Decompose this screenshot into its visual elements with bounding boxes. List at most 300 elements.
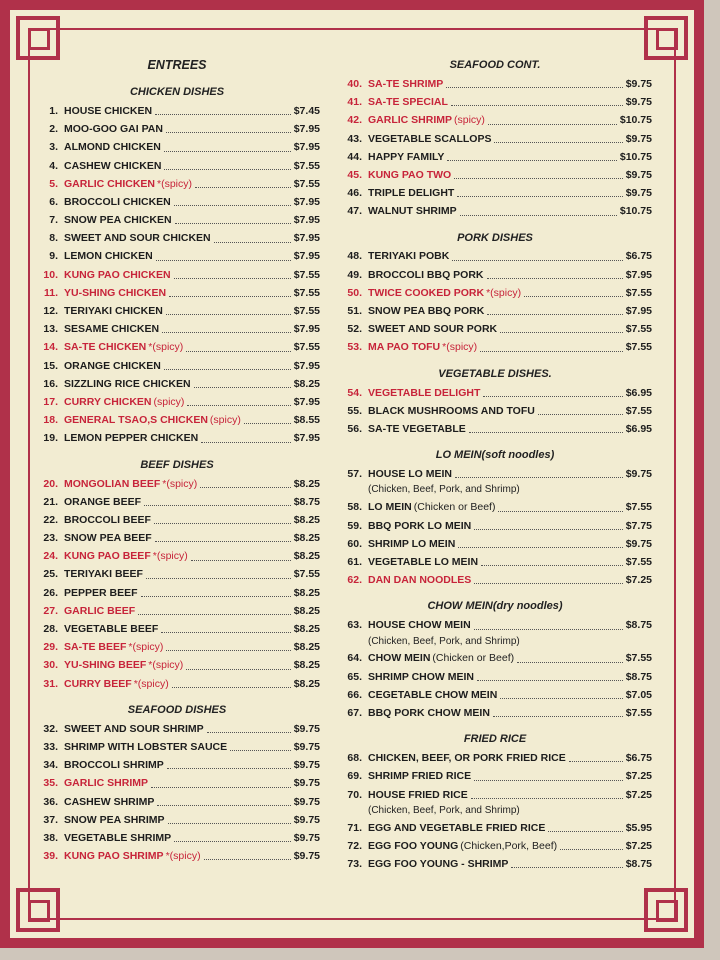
item-name: HOUSE LO MEIN — [368, 468, 453, 481]
item-number: 22. — [43, 513, 58, 526]
menu-item — [338, 384, 652, 402]
item-price: $9.75 — [293, 831, 320, 844]
item-name: HOUSE CHOW MEIN — [368, 619, 471, 632]
item-name: VEGETABLE SCALLOPS — [368, 132, 492, 145]
item-price: $7.25 — [625, 770, 652, 783]
menu-item — [338, 202, 652, 220]
dot-leader — [174, 841, 291, 842]
dot-leader — [481, 565, 623, 566]
item-name: SA-TE BEEF — [64, 641, 127, 654]
menu-item — [338, 571, 652, 589]
section-gap — [34, 75, 320, 83]
menu-item — [34, 656, 320, 674]
dot-leader — [166, 314, 291, 315]
item-name: SWEET AND SOUR PORK — [368, 323, 498, 336]
item-number: 24. — [43, 550, 58, 563]
item-number: 15. — [43, 359, 58, 372]
item-name: DAN DAN NOODLES — [368, 574, 472, 587]
item-price: $7.55 — [625, 555, 652, 568]
dot-leader — [460, 215, 617, 216]
item-number: 5. — [49, 177, 58, 190]
menu-item — [338, 302, 652, 320]
item-price: $7.95 — [293, 214, 320, 227]
dot-leader — [172, 687, 291, 688]
dot-leader — [474, 780, 623, 781]
item-price: $9.75 — [625, 96, 652, 109]
section-gap — [338, 722, 652, 730]
section-heading: BEEF DISHES — [140, 458, 214, 471]
item-name: HOUSE CHICKEN — [64, 104, 153, 117]
item-name: LEMON CHICKEN — [64, 250, 153, 263]
item-name: ORANGE BEEF — [64, 495, 142, 508]
dot-leader — [230, 750, 291, 751]
item-name: BROCCOLI CHICKEN — [64, 195, 171, 208]
item-number: 37. — [43, 813, 58, 826]
dot-leader — [493, 716, 623, 717]
item-name: CASHEW CHICKEN — [64, 159, 162, 172]
item-subtitle: (Chicken, Beef, Pork, and Shrimp) — [368, 804, 520, 816]
menu-item — [34, 511, 320, 529]
item-name: SHRIMP WITH LOBSTER SAUCE — [64, 740, 228, 753]
item-price: $7.95 — [293, 250, 320, 263]
dot-leader — [174, 205, 291, 206]
item-number: 32. — [43, 722, 58, 735]
menu-item — [338, 855, 652, 873]
item-price: $9.75 — [625, 537, 652, 550]
item-name: SWEET AND SOUR SHRIMP — [64, 722, 204, 735]
item-number: 12. — [43, 305, 58, 318]
spicy-label: (spicy) — [153, 395, 185, 408]
dot-leader — [487, 278, 623, 279]
item-number: 58. — [347, 501, 362, 514]
dot-leader — [175, 223, 291, 224]
item-price: $10.75 — [619, 150, 652, 163]
dot-leader — [483, 396, 622, 397]
item-number: 11. — [43, 286, 58, 299]
item-price: $6.75 — [625, 250, 652, 263]
item-name: ALMOND CHICKEN — [64, 141, 161, 154]
item-price: $8.25 — [293, 377, 320, 390]
menu-item — [338, 650, 652, 668]
item-number: 38. — [43, 831, 58, 844]
item-price: $7.55 — [293, 305, 320, 318]
dot-leader — [452, 260, 622, 261]
section-heading: CHICKEN DISHES — [129, 86, 225, 98]
menu-item — [338, 749, 652, 767]
item-name: SNOW PEA BEEF — [64, 532, 152, 545]
menu-item — [34, 811, 320, 829]
item-name: ORANGE CHICKEN — [64, 359, 161, 372]
item-number: 57. — [347, 468, 362, 481]
menu-item — [34, 211, 320, 229]
menu-item — [338, 786, 652, 804]
item-number: 2. — [49, 123, 58, 136]
item-number: 45. — [347, 168, 362, 181]
item-price: $8.25 — [293, 586, 320, 599]
item-price: $6.95 — [625, 386, 652, 399]
item-number: 47. — [347, 205, 362, 218]
menu-item — [34, 493, 320, 511]
item-name: BBQ PORK LO MEIN — [368, 519, 472, 532]
dot-leader — [487, 314, 622, 315]
item-number: 56. — [347, 422, 362, 435]
item-number: 40. — [347, 77, 362, 90]
spicy-label: *(spicy) — [128, 641, 164, 654]
item-name: WALNUT SHRIMP — [368, 205, 457, 218]
spicy-label: (spicy) — [209, 414, 241, 427]
item-name: SWEET AND SOUR CHICKEN — [64, 232, 211, 245]
menu-item — [338, 420, 652, 438]
item-price: $9.75 — [625, 168, 652, 181]
menu-item — [338, 93, 652, 111]
item-number: 18. — [43, 414, 58, 427]
item-price: $9.75 — [293, 740, 320, 753]
section-heading: SEAFOOD CONT. — [449, 59, 541, 71]
item-name: SA-TE VEGETABLE — [368, 422, 466, 435]
section-gap — [34, 448, 320, 456]
dot-leader — [498, 511, 622, 512]
item-number: 55. — [347, 404, 362, 417]
menu-item — [34, 393, 320, 411]
menu-item — [338, 535, 652, 553]
menu-item — [34, 248, 320, 266]
item-number: 13. — [43, 323, 58, 336]
item-number: 8. — [49, 232, 58, 245]
corner-ornament-bottom-left — [16, 888, 60, 932]
item-price: $7.55 — [293, 568, 320, 581]
item-name: EGG FOO YOUNG — [368, 839, 459, 852]
item-price: $9.75 — [625, 187, 652, 200]
menu-item — [34, 138, 320, 156]
menu-item — [34, 638, 320, 656]
item-number: 3. — [49, 141, 58, 154]
dot-leader — [174, 278, 291, 279]
item-name: TRIPLE DELIGHT — [368, 187, 455, 200]
item-price: $9.75 — [625, 468, 652, 481]
item-price: $9.75 — [293, 777, 320, 790]
dot-leader — [164, 369, 291, 370]
item-name: SNOW PEA SHRIMP — [64, 813, 165, 826]
dot-leader — [494, 142, 622, 143]
dot-leader — [474, 583, 622, 584]
item-name: KUNG PAO CHICKEN — [64, 268, 171, 281]
item-name: TERIYAKI BEEF — [64, 568, 143, 581]
item-name: TERIYAKI POBK — [368, 250, 450, 263]
item-name: VEGETABLE BEEF — [64, 623, 159, 636]
item-name: VEGETABLE LO MEIN — [368, 555, 479, 568]
menu-item — [34, 847, 320, 865]
menu-item — [338, 465, 652, 483]
menu-item — [34, 229, 320, 247]
menu-item — [34, 175, 320, 193]
item-name: BROCCOLI BEEF — [64, 513, 151, 526]
item-price: $7.95 — [625, 268, 652, 281]
item-name: GARLIC SHRIMP — [64, 777, 148, 790]
item-number: 16. — [43, 377, 58, 390]
dot-leader — [146, 578, 291, 579]
spicy-label: *(spicy) — [165, 850, 201, 863]
menu-item — [34, 620, 320, 638]
dot-leader — [144, 505, 291, 506]
item-name: GARLIC SHRIMP — [368, 114, 452, 127]
item-price: $8.75 — [625, 670, 652, 683]
item-price: $7.95 — [293, 141, 320, 154]
spicy-label: (spicy) — [454, 114, 485, 127]
dot-leader — [560, 849, 623, 850]
dot-leader — [166, 650, 290, 651]
item-price: $7.45 — [293, 104, 320, 117]
menu-item — [338, 284, 652, 302]
dot-leader — [164, 169, 290, 170]
section-gap — [338, 221, 652, 229]
menu-item — [338, 248, 652, 266]
item-name: LEMON PEPPER CHICKEN — [64, 432, 199, 445]
menu-item — [34, 566, 320, 584]
item-number: 33. — [43, 740, 58, 753]
menu-item — [338, 338, 652, 356]
section-gap — [338, 357, 652, 365]
menu-item — [338, 686, 652, 704]
item-number: 17. — [43, 395, 58, 408]
item-price: $8.75 — [625, 619, 652, 632]
item-number: 27. — [43, 604, 58, 617]
item-number: 36. — [43, 795, 58, 808]
item-name: CURRY BEEF — [64, 677, 132, 690]
dot-leader — [200, 487, 290, 488]
dot-leader — [524, 296, 623, 297]
dot-leader — [446, 87, 622, 88]
item-price: $8.25 — [293, 659, 320, 672]
item-number: 39. — [43, 850, 58, 863]
dot-leader — [474, 529, 622, 530]
item-name: SIZZLING RICE CHICKEN — [64, 377, 191, 390]
item-price: $10.75 — [619, 114, 652, 127]
menu-item — [34, 120, 320, 138]
item-price: $9.75 — [293, 795, 320, 808]
item-name: SA-TE CHICKEN — [64, 341, 147, 354]
item-number: 59. — [347, 519, 362, 532]
item-number: 42. — [347, 114, 362, 127]
item-name: GARLIC BEEF — [64, 604, 136, 617]
menu-item — [338, 320, 652, 338]
menu-item — [34, 793, 320, 811]
item-number: 7. — [49, 214, 58, 227]
menu-item — [34, 602, 320, 620]
menu-item — [34, 429, 320, 447]
item-price: $7.55 — [625, 404, 652, 417]
item-price: $7.55 — [625, 341, 652, 354]
item-number: 48. — [347, 250, 362, 263]
item-name: TWICE COOKED PORK — [368, 286, 485, 299]
menu-item — [338, 498, 652, 516]
dot-leader — [457, 196, 622, 197]
item-number: 4. — [49, 159, 58, 172]
item-number: 9. — [49, 250, 58, 263]
menu-item — [338, 837, 652, 855]
corner-ornament-bottom-right — [644, 888, 688, 932]
item-name: MA PAO TOFU — [368, 341, 441, 354]
dot-leader — [488, 124, 617, 125]
spicy-label: *(spicy) — [486, 286, 522, 299]
item-price: $7.55 — [293, 268, 320, 281]
item-number: 25. — [43, 568, 58, 581]
item-name: CEGETABLE CHOW MEIN — [368, 688, 498, 701]
item-price: $5.95 — [625, 821, 652, 834]
menu-item — [338, 767, 652, 785]
menu-item — [338, 402, 652, 420]
dot-leader — [166, 132, 291, 133]
menu-item — [34, 266, 320, 284]
item-price: $7.55 — [293, 177, 320, 190]
menu-item — [338, 166, 652, 184]
section-heading: LO MEIN(soft noodles) — [435, 449, 555, 462]
item-name: VEGETABLE DELIGHT — [368, 386, 481, 399]
menu-item — [338, 517, 652, 535]
corner-ornament-top-right — [644, 16, 688, 60]
item-price: $10.75 — [619, 205, 652, 218]
item-name: SHRIMP CHOW MEIN — [368, 670, 474, 683]
dot-leader — [447, 160, 616, 161]
menu-item — [34, 774, 320, 792]
dot-leader — [186, 669, 290, 670]
item-name: EGG AND VEGETABLE FRIED RICE — [368, 821, 546, 834]
item-number: 28. — [43, 623, 58, 636]
item-price: $7.25 — [625, 839, 652, 852]
menu-item — [34, 475, 320, 493]
dot-leader — [511, 867, 622, 868]
item-number: 54. — [347, 386, 362, 399]
item-name: LO MEIN — [368, 501, 412, 514]
item-number: 50. — [347, 286, 362, 299]
menu-item — [34, 547, 320, 565]
item-price: $6.75 — [625, 752, 652, 765]
item-name: CURRY CHICKEN — [64, 395, 152, 408]
item-price: $7.05 — [625, 688, 652, 701]
item-note: (Chicken,Pork, Beef) — [460, 839, 558, 852]
item-name: CASHEW SHRIMP — [64, 795, 155, 808]
menu-item — [34, 193, 320, 211]
item-number: 70. — [347, 788, 362, 801]
item-name: MOO-GOO GAI PAN — [64, 123, 163, 136]
dot-leader — [138, 614, 291, 615]
dot-leader — [500, 332, 623, 333]
dot-leader — [500, 698, 622, 699]
dot-leader — [151, 787, 291, 788]
section-heading: FRIED RICE — [463, 733, 527, 746]
item-name: YU-SHING BEEF — [64, 659, 147, 672]
item-number: 71. — [347, 821, 362, 834]
item-subtitle: (Chicken, Beef, Pork, and Shrimp) — [368, 484, 520, 496]
menu-item — [338, 668, 652, 686]
item-number: 23. — [43, 532, 58, 545]
item-number: 67. — [347, 707, 362, 720]
spicy-label: *(spicy) — [148, 659, 184, 672]
item-price: $9.75 — [293, 813, 320, 826]
item-price: $7.95 — [293, 395, 320, 408]
item-name: HOUSE FRIED RICE — [368, 788, 468, 801]
spicy-label: *(spicy) — [162, 477, 198, 490]
item-number: 19. — [43, 432, 58, 445]
item-name: SA-TE SHRIMP — [368, 77, 444, 90]
menu-item — [34, 584, 320, 602]
menu-item — [34, 411, 320, 429]
dot-leader — [458, 547, 622, 548]
item-name: GARLIC CHICKEN — [64, 177, 155, 190]
item-price: $8.75 — [293, 495, 320, 508]
menu-item — [34, 375, 320, 393]
spicy-label: *(spicy) — [148, 341, 184, 354]
menu-item — [34, 829, 320, 847]
item-price: $7.55 — [625, 286, 652, 299]
menu-item — [34, 302, 320, 320]
dot-leader — [454, 178, 623, 179]
dot-leader — [538, 414, 623, 415]
menu-item — [34, 102, 320, 120]
dot-leader — [517, 662, 623, 663]
item-name: CHICKEN, BEEF, OR PORK FRIED RICE — [368, 752, 566, 765]
item-price: $7.95 — [293, 123, 320, 136]
item-price: $8.25 — [293, 532, 320, 545]
item-number: 31. — [43, 677, 58, 690]
dot-leader — [161, 632, 290, 633]
section-heading: SEAFOOD DISHES — [127, 703, 227, 716]
item-name: TERIYAKI CHICKEN — [64, 305, 163, 318]
item-price: $7.95 — [293, 232, 320, 245]
item-number: 72. — [347, 839, 362, 852]
menu-item — [34, 284, 320, 302]
dot-leader — [168, 823, 291, 824]
item-number: 63. — [347, 619, 362, 632]
item-price: $7.55 — [293, 159, 320, 172]
item-number: 10. — [43, 268, 58, 281]
item-price: $9.75 — [293, 759, 320, 772]
item-price: $7.55 — [293, 286, 320, 299]
item-number: 62. — [347, 574, 362, 587]
item-price: $8.75 — [625, 858, 652, 871]
item-name: SNOW PEA BBQ PORK — [368, 305, 485, 318]
item-price: $7.55 — [625, 707, 652, 720]
item-number: 66. — [347, 688, 362, 701]
dot-leader — [194, 387, 291, 388]
dot-leader — [469, 432, 623, 433]
item-price: $8.25 — [293, 604, 320, 617]
item-number: 60. — [347, 537, 362, 550]
item-name: KUNG PAO BEEF — [64, 550, 151, 563]
item-number: 61. — [347, 555, 362, 568]
item-name: HAPPY FAMILY — [368, 150, 445, 163]
item-number: 52. — [347, 323, 362, 336]
item-price: $8.25 — [293, 677, 320, 690]
section-gap — [338, 438, 652, 446]
menu-item — [338, 616, 652, 634]
item-price: $7.75 — [625, 519, 652, 532]
item-price: $7.95 — [293, 195, 320, 208]
item-name: KUNG PAO SHRIMP — [64, 850, 164, 863]
item-note: (Chicken or Beef) — [413, 501, 496, 514]
item-number: 68. — [347, 752, 362, 765]
item-price: $7.95 — [293, 359, 320, 372]
dot-leader — [244, 423, 291, 424]
menu-item — [34, 320, 320, 338]
section-gap — [34, 693, 320, 701]
item-name: SNOW PEA CHICKEN — [64, 214, 172, 227]
item-name: PEPPER BEEF — [64, 586, 138, 599]
item-price: $7.25 — [625, 574, 652, 587]
entrees-title: ENTREES — [147, 58, 207, 72]
menu-item — [338, 819, 652, 837]
section-heading: CHOW MEIN(dry noodles) — [427, 600, 563, 613]
item-number: 21. — [43, 495, 58, 508]
